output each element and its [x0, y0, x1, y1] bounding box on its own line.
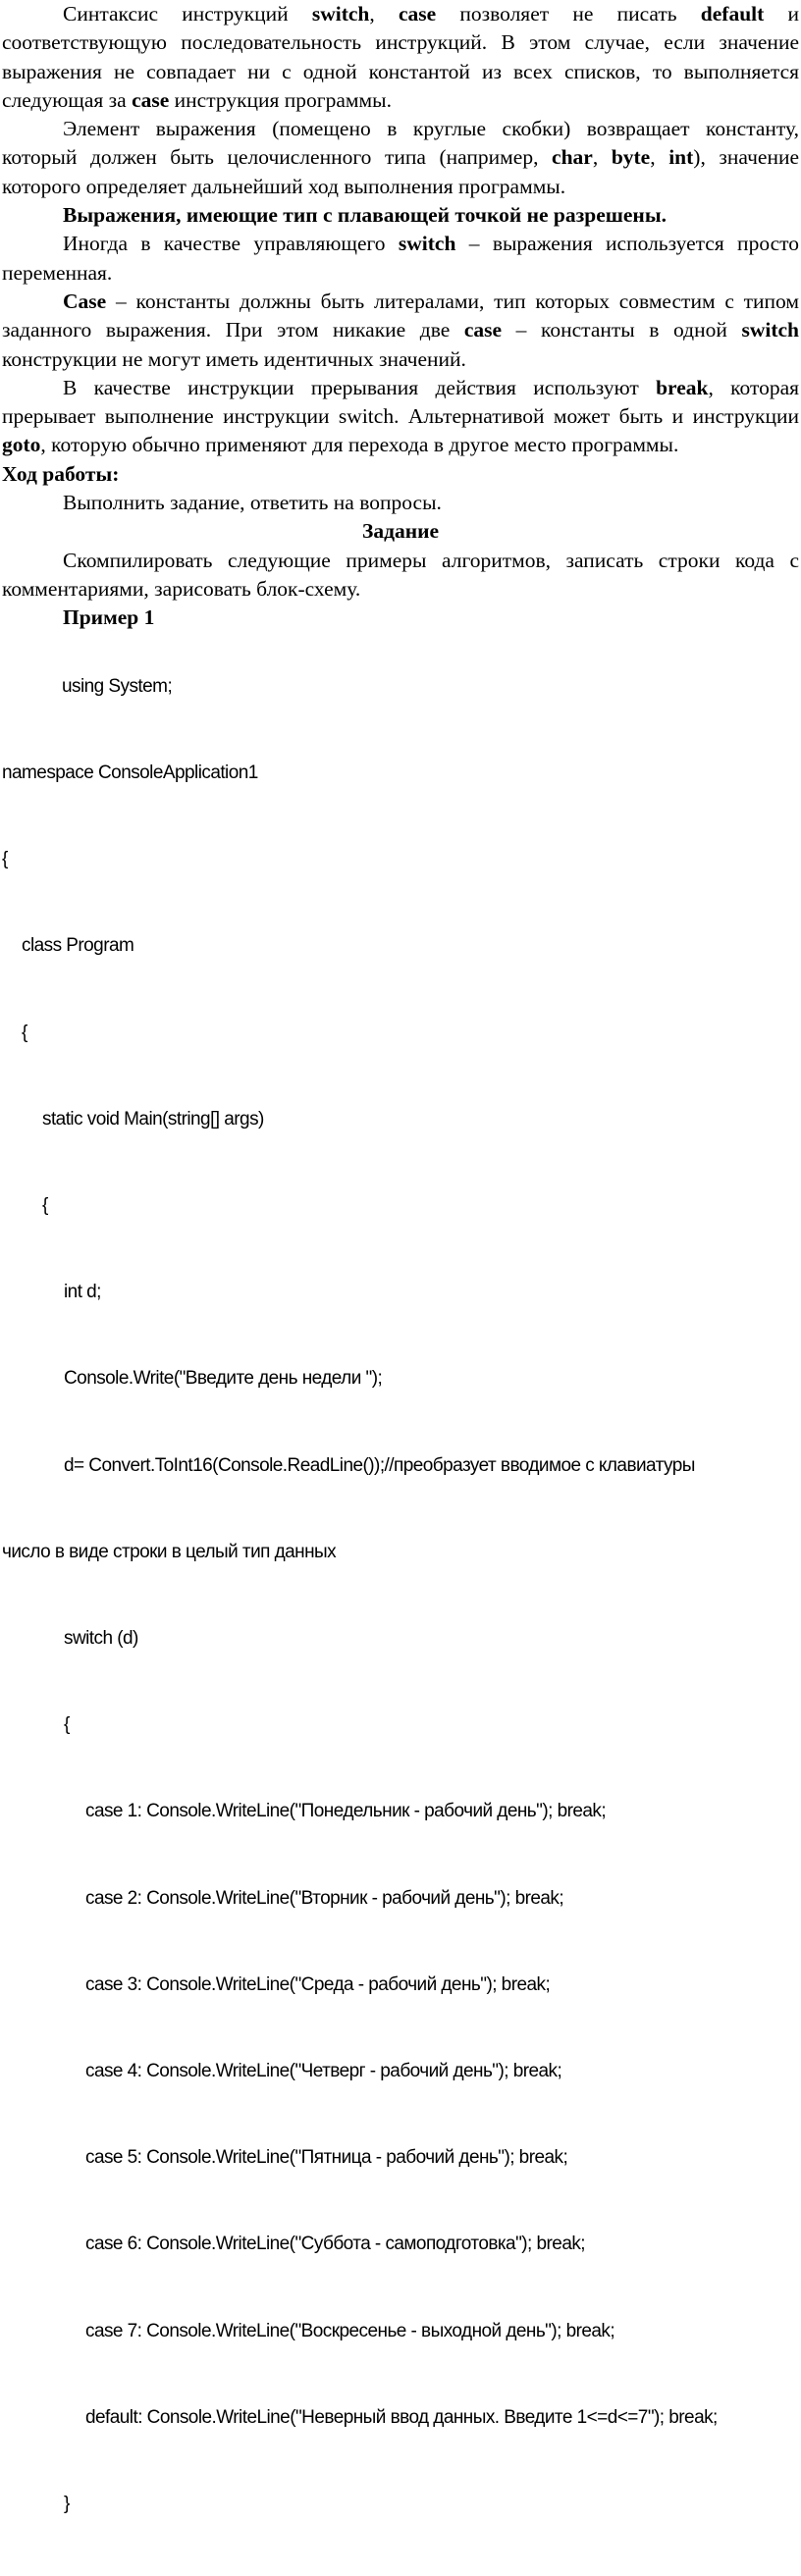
paragraph-switch-case	[0, 0, 801, 115]
code-line: using System;	[62, 675, 173, 697]
paragraph-expression	[0, 115, 801, 201]
text-run: Элемент выражения (помещено в круглые скобки) возвращает константу, который должен быть целочисленного типа (например,	[2, 117, 799, 170]
text-run: ), значение которого определяет дальнейший ход выполнения программы.	[2, 145, 800, 198]
keyword-default: default	[700, 2, 765, 26]
text-run: – выражения используется просто переменная.	[2, 232, 800, 285]
text-run: ,	[650, 145, 669, 170]
code-line: default: Console.WriteLine("Неверный ввод данных. Введите 1<=d<=7"); break;	[85, 2406, 718, 2428]
code-line: case 4: Console.WriteLine("Четверг - рабочий день"); break;	[85, 2061, 562, 2082]
code-line: case 5: Console.WriteLine("Пятница - рабочий день"); break;	[85, 2147, 568, 2169]
code-line: case 6: Console.WriteLine("Суббота - самоподготовка"); break;	[85, 2234, 586, 2255]
keyword-break: break	[656, 375, 709, 399]
example-heading: Пример 1	[63, 605, 155, 630]
code-listing	[0, 614, 801, 2576]
task-text: Скомпилировать следующие примеры алгоритмов, записать строки кода с комментариями, зарисовать блок-схему.	[2, 548, 799, 601]
code-line: switch (d)	[64, 1628, 138, 1650]
text-run: конструкции не могут иметь идентичных значений.	[2, 346, 466, 371]
code-line: int d;	[64, 1282, 101, 1303]
code-line: {	[22, 1022, 27, 1043]
keyword-byte: byte	[611, 145, 651, 170]
keyword-case: case	[398, 2, 437, 26]
text-body	[0, 0, 801, 633]
code-line: число в виде строки в целый тип данных	[2, 1541, 337, 1562]
text-run: Иногда в качестве управляющего	[63, 232, 399, 256]
text-run: – константы должны быть литералами, тип которых совместим с типом заданного выражения. При этом никакие две	[2, 289, 799, 342]
keyword-case: case	[463, 318, 503, 342]
code-line: class Program	[22, 935, 134, 957]
keyword-int: int	[668, 145, 694, 170]
text-run: и соответствующую последовательность инструкций. В этом случае, если значение выражения не совпадает ни с одной константой из всех списков, то выполняется следующая за	[2, 2, 799, 112]
code-line: case 1: Console.WriteLine("Понедельник - рабочий день"); break;	[85, 1801, 607, 1822]
code-line: namespace ConsoleApplication1	[2, 762, 258, 784]
keyword-switch: switch	[398, 232, 456, 256]
code-line: case 2: Console.WriteLine("Вторник - рабочий день"); break;	[85, 1887, 564, 1909]
keyword-case: Case	[63, 289, 107, 313]
text-run: , которую обычно применяют для перехода в другое место программы.	[40, 433, 679, 457]
code-line: {	[64, 1714, 70, 1736]
code-line: d= Convert.ToInt16(Console.ReadLine());//преобразует вводимое с клавиатуры	[64, 1454, 695, 1476]
text-run: , которая прерывает выполнение инструкции switch. Альтернативой может быть и инструкции	[2, 375, 799, 429]
task-heading: Задание	[361, 519, 440, 544]
code-line: }	[64, 2494, 70, 2515]
code-line: static void Main(string[] args)	[42, 1108, 264, 1130]
paragraph-break	[0, 374, 801, 460]
progress-text: Выполнить задание, ответить на вопросы.	[63, 491, 442, 515]
progress-heading: Ход работы:	[2, 461, 120, 486]
code-line: {	[2, 849, 8, 870]
keyword-switch: switch	[311, 2, 370, 26]
code-line: case 7: Console.WriteLine("Воскресенье - выходной день"); break;	[85, 2320, 615, 2341]
keyword-switch: switch	[741, 318, 799, 342]
code-line: {	[42, 1195, 48, 1217]
code-line: case 3: Console.WriteLine("Среда - рабочий день"); break;	[85, 1973, 551, 1995]
text-run: В качестве инструкции прерывания действия используют	[63, 375, 657, 399]
paragraph-variable	[0, 230, 801, 288]
text-run: Синтаксис инструкций	[63, 2, 312, 26]
text-run: позволяет не писать	[436, 2, 701, 26]
text-run: ,	[369, 2, 399, 26]
keyword-goto: goto	[2, 433, 41, 457]
text-run: ,	[592, 145, 612, 170]
text-run: инструкция программы.	[169, 87, 392, 112]
bold-note: Выражения, имеющие тип с плавающей точкой не разрешены.	[63, 203, 667, 228]
text-run: – константы в одной	[502, 318, 742, 342]
code-line: Console.Write("Введите день недели ");	[64, 1368, 383, 1390]
paragraph-case-constants	[0, 288, 801, 374]
keyword-char: char	[552, 145, 593, 170]
paragraph-float-note	[0, 201, 801, 230]
keyword-case: case	[132, 87, 170, 112]
